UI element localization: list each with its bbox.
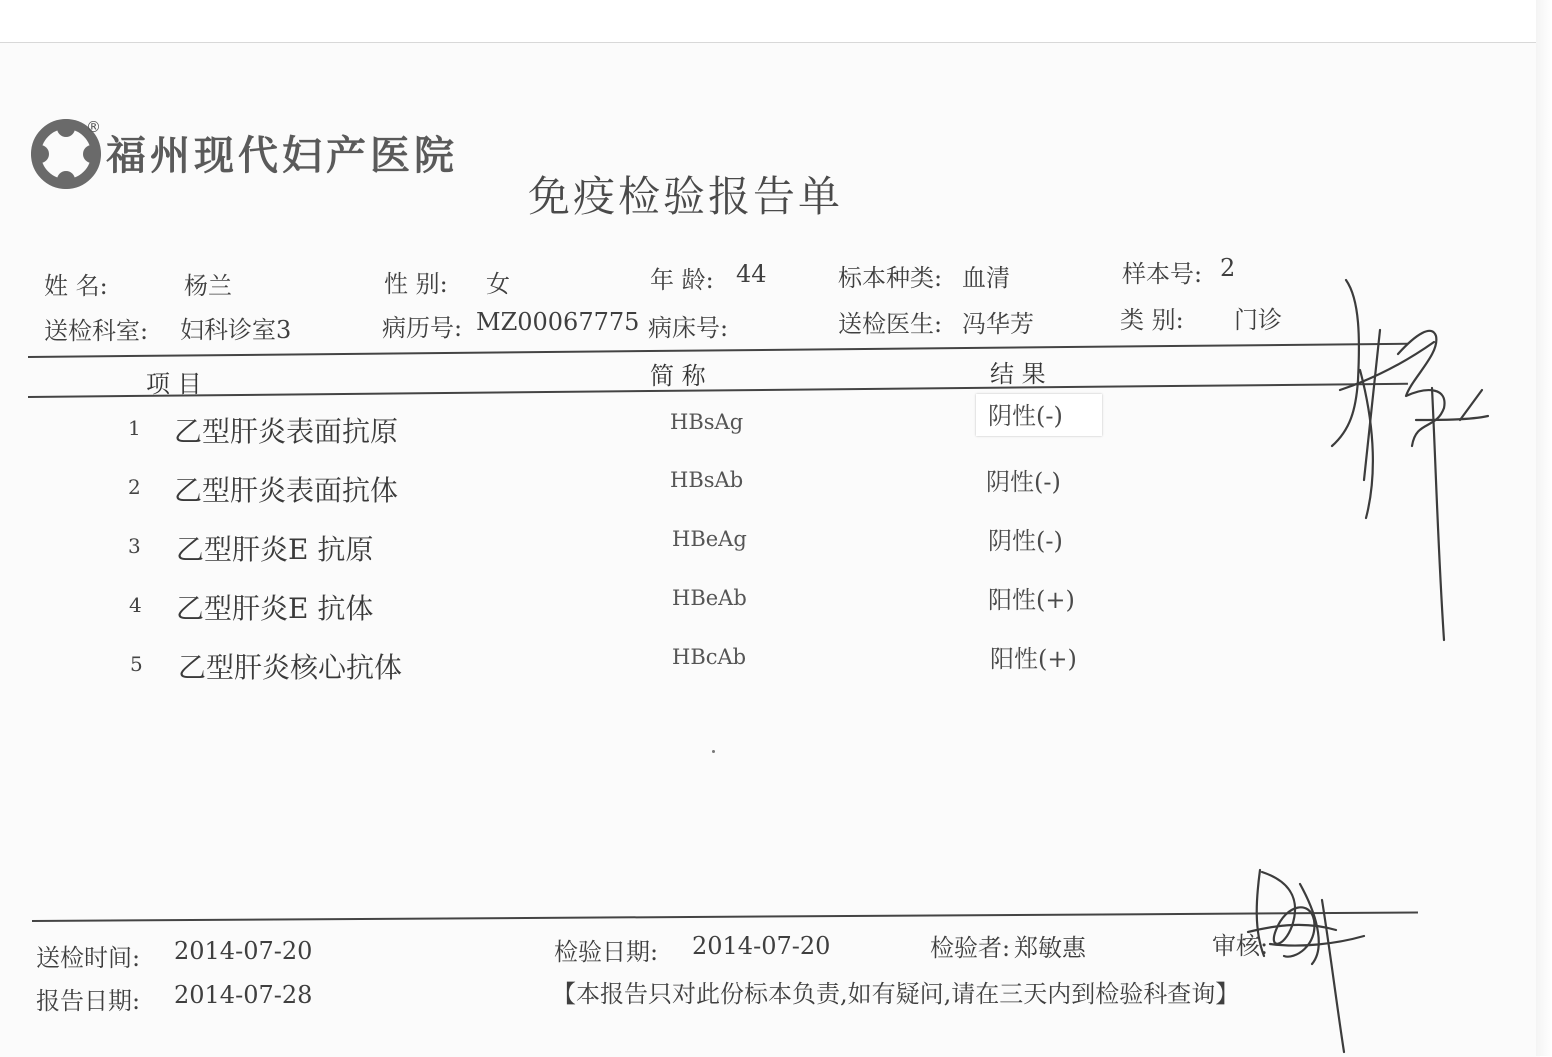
row-abbreviation: HBeAg xyxy=(672,527,747,551)
test-date-label: 检验日期: xyxy=(554,938,659,966)
row-item-name: 乙型肝炎E 抗体 xyxy=(176,592,374,625)
row-number: 2 xyxy=(128,475,141,499)
row-abbreviation: HBsAg xyxy=(670,410,744,434)
specimen-value: 血清 xyxy=(962,264,1010,292)
row-number: 3 xyxy=(128,534,141,558)
stray-mark xyxy=(712,750,715,753)
row-number: 4 xyxy=(129,593,142,617)
row-result: 阴性(-) xyxy=(986,468,1061,496)
category-label: 类 别: xyxy=(1120,306,1184,334)
row-number: 1 xyxy=(128,416,141,440)
age-label: 年 龄: xyxy=(650,266,714,294)
name-value: 杨兰 xyxy=(184,272,232,300)
column-header-item: 项 目 xyxy=(146,370,202,398)
doctor-value: 冯华芳 xyxy=(962,310,1034,338)
report-date-label: 报告日期: xyxy=(36,987,141,1015)
row-result: 阳性(+) xyxy=(990,645,1077,673)
row-number: 5 xyxy=(130,652,143,676)
footer-notice: 【本报告只对此份标本负责,如有疑问,请在三天内到检验科查询】 xyxy=(552,980,1240,1008)
category-value: 门诊 xyxy=(1234,306,1282,334)
registered-mark: ® xyxy=(86,118,101,136)
specimen-label: 标本种类: xyxy=(838,264,943,292)
hospital-name: 福州现代妇产医院 xyxy=(106,132,458,179)
row-abbreviation: HBsAb xyxy=(670,468,744,492)
age-value: 44 xyxy=(736,260,767,288)
paper-edge xyxy=(1536,0,1552,1056)
report-title: 免疫检验报告单 xyxy=(528,172,844,221)
row-result: 阳性(+) xyxy=(988,586,1075,614)
send-time-value: 2014-07-20 xyxy=(174,937,313,965)
doctor-label: 送检医生: xyxy=(838,310,943,338)
row-result: 阴性(-) xyxy=(988,527,1063,555)
test-date-value: 2014-07-20 xyxy=(692,932,831,960)
column-header-result: 结 果 xyxy=(990,360,1046,388)
row-item-name: 乙型肝炎表面抗体 xyxy=(174,474,399,507)
reviewer-label: 审核: xyxy=(1212,932,1269,960)
send-time-label: 送检时间: xyxy=(36,944,141,972)
record-no-value: MZ00067775 xyxy=(476,308,640,336)
row-item-name: 乙型肝炎核心抗体 xyxy=(178,651,403,684)
gender-value: 女 xyxy=(486,270,510,298)
sample-no-value: 2 xyxy=(1220,254,1236,282)
row-item-name: 乙型肝炎E 抗原 xyxy=(176,533,374,566)
record-no-label: 病历号: xyxy=(382,314,463,342)
name-label: 姓 名: xyxy=(44,272,108,300)
row-result: 阴性(-) xyxy=(988,402,1063,430)
bed-no-label: 病床号: xyxy=(648,314,729,342)
row-abbreviation: HBcAb xyxy=(672,645,747,669)
dept-value: 妇科诊室3 xyxy=(180,316,292,344)
tester-label: 检验者: xyxy=(930,934,1011,962)
column-header-abbr: 简 称 xyxy=(650,362,706,390)
doctor-signature xyxy=(1320,270,1500,650)
report-date-value: 2014-07-28 xyxy=(174,981,313,1009)
sample-no-label: 样本号: xyxy=(1122,260,1203,288)
dept-label: 送检科室: xyxy=(44,317,149,345)
row-item-name: 乙型肝炎表面抗原 xyxy=(174,415,399,448)
tester-value: 郑敏惠 xyxy=(1014,934,1086,962)
gender-label: 性 别: xyxy=(384,270,448,298)
reviewer-signature xyxy=(1240,860,1370,1056)
row-abbreviation: HBeAb xyxy=(672,586,747,610)
